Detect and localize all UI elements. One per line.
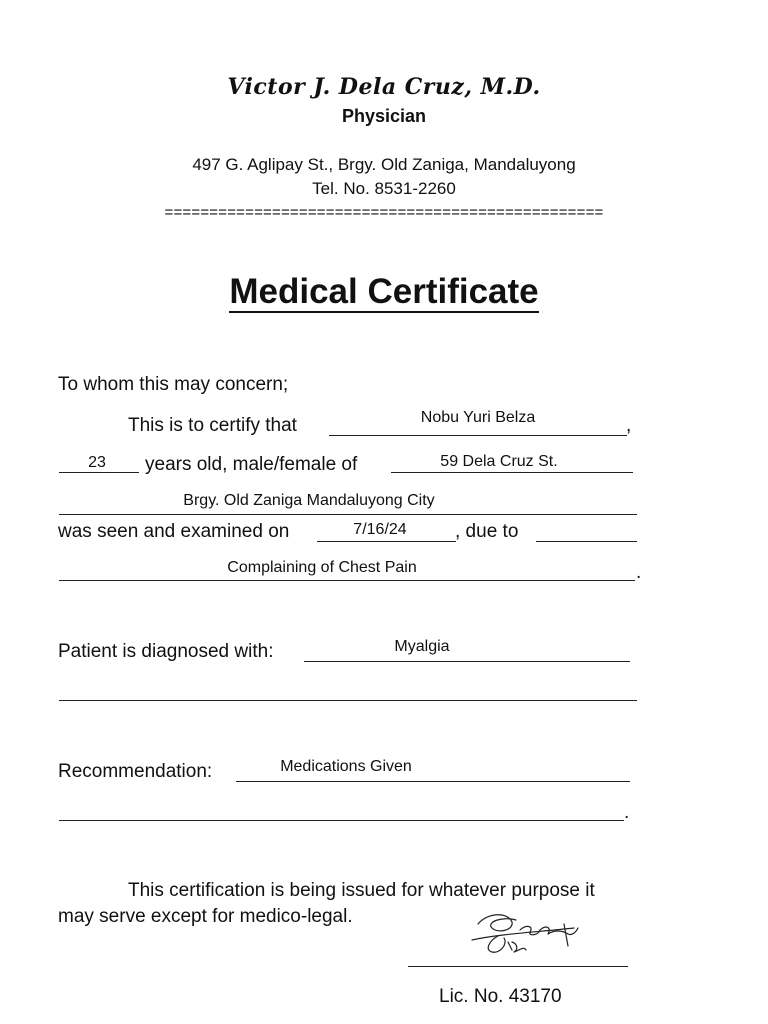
diagnosis-value: Myalgia <box>394 638 450 655</box>
examined-text: was seen and examined on <box>58 521 290 542</box>
age-line <box>59 472 139 473</box>
due-to-rule <box>536 541 637 542</box>
due-to-text: , due to <box>455 521 519 542</box>
recommendation-rule <box>236 781 630 782</box>
reason-value: Complaining of Chest Pain <box>227 559 417 576</box>
certificate-title <box>0 272 768 312</box>
doctor-name: Victor J. Dela Cruz, M.D. <box>227 74 541 100</box>
comma: , <box>626 415 632 436</box>
exam-date-rule <box>317 541 456 542</box>
exam-date-value: 7/16/24 <box>353 521 407 538</box>
recommendation-label: Recommendation: <box>58 761 213 782</box>
address-line-2-rule <box>59 514 637 515</box>
signature-line <box>408 966 628 967</box>
diagnosis-rule <box>304 661 630 662</box>
address-line-1-value: 59 Dela Cruz St. <box>440 453 558 470</box>
reason-rule <box>59 580 635 581</box>
recommendation-value: Medications Given <box>280 758 412 775</box>
years-old-text: years old, male/female of <box>145 454 358 475</box>
doctor-title: Physician <box>341 106 427 126</box>
clinic-phone: Tel. No. 8531-2260 <box>312 179 456 198</box>
closing-line-1: This certification is being issued for whatever purpose it <box>128 880 595 901</box>
clinic-address: 497 G. Aglipay St., Brgy. Old Zaniga, Mandaluyong <box>192 155 576 174</box>
address-line-2-value: Brgy. Old Zaniga Mandaluyong City <box>183 492 435 509</box>
certify-prefix: This is to certify that <box>128 415 297 436</box>
period: . <box>624 802 630 823</box>
diagnosis-rule-2 <box>59 700 637 701</box>
header-separator: ================================================= <box>164 204 604 221</box>
license-number: Lic. No. 43170 <box>439 986 562 1007</box>
address-line-1-rule <box>391 472 633 473</box>
diagnosis-label: Patient is diagnosed with: <box>58 641 274 662</box>
handwritten-signature-icon <box>468 906 588 966</box>
patient-name-line <box>329 435 627 436</box>
salutation: To whom this may concern; <box>58 374 289 395</box>
recommendation-rule-2 <box>59 820 624 821</box>
period: . <box>636 562 642 583</box>
closing-line-2: may serve except for medico-legal. <box>58 906 353 927</box>
certificate-title-text: Medical Certificate <box>229 272 539 311</box>
patient-name-value: Nobu Yuri Belza <box>420 409 536 426</box>
age-value: 23 <box>88 454 106 471</box>
